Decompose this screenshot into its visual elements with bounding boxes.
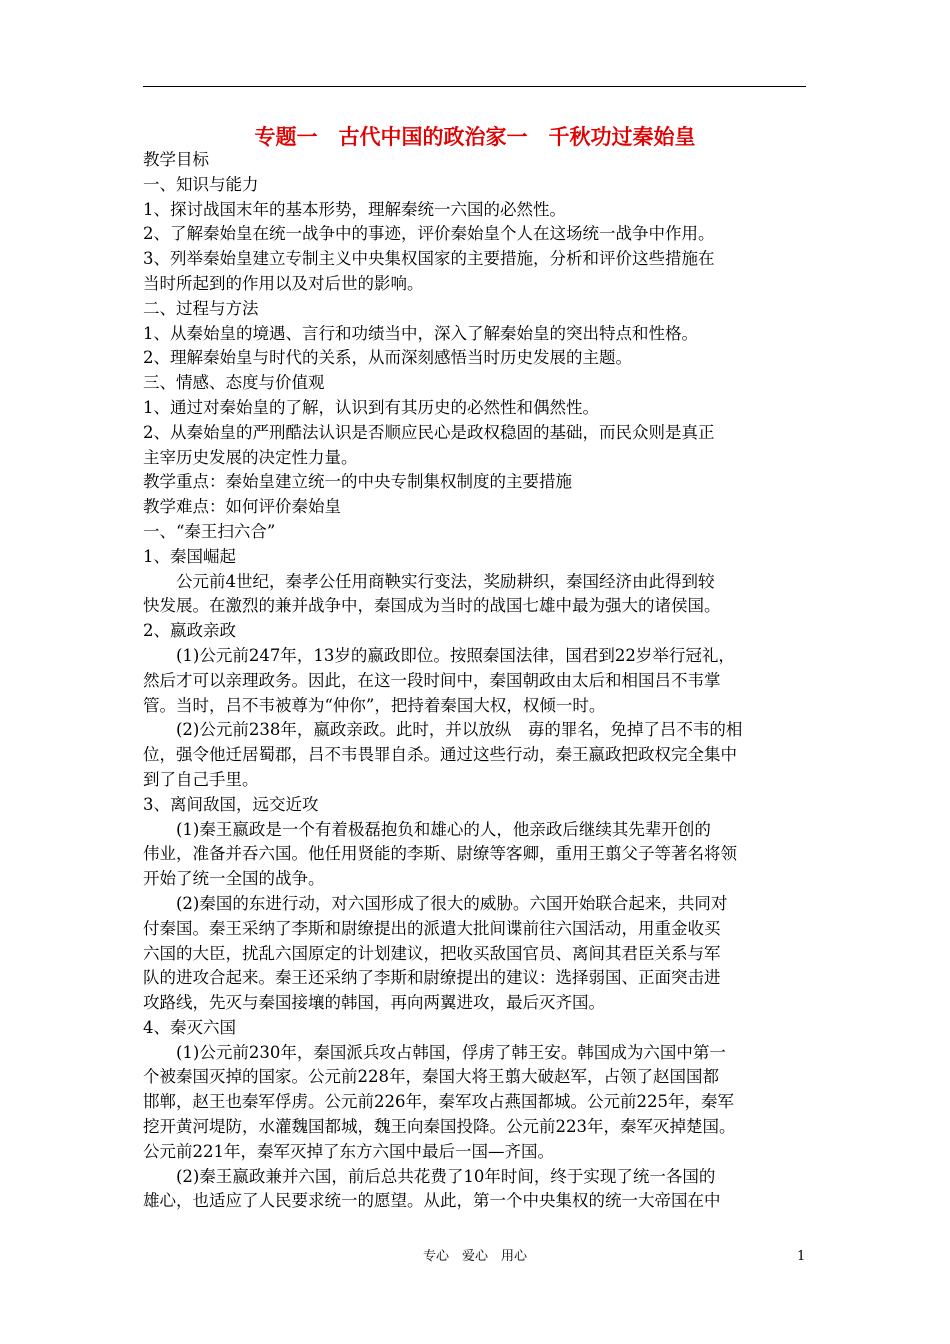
text-line: 1、通过对秦始皇的了解，认识到有其历史的必然性和偶然性。 xyxy=(143,397,599,417)
text-line: (1)公元前247年，13岁的嬴政即位。按照秦国法律，国君到22岁举行冠礼， xyxy=(143,645,735,665)
text-line: 伟业，准备并吞六国。他任用贤能的李斯、尉缭等客卿，重用王翦父子等著名将领 xyxy=(143,844,737,864)
text-line: 教学重点：秦始皇建立统一的中央专制集权制度的主要措施 xyxy=(143,472,572,492)
text-line: 队的进攻合起来。秦王还采纳了李斯和尉缭提出的建议：选择弱国、正面突击进 xyxy=(143,968,721,988)
text-line: 教学目标 xyxy=(143,150,209,169)
document-title: 专题一 古代中国的政治家一 千秋功过秦始皇 xyxy=(254,124,696,149)
header-rule xyxy=(143,86,806,87)
text-line: 邯郸，赵王也秦军俘虏。公元前226年，秦军攻占燕国都城。公元前225年，秦军 xyxy=(143,1092,734,1112)
text-line: 1、探讨战国末年的基本形势，理解秦统一六国的必然性。 xyxy=(143,199,566,219)
text-line: 3、离间敌国，远交近攻 xyxy=(143,794,319,814)
text-line: 公元前221年，秦军灭掉了东方六国中最后一国—齐国。 xyxy=(143,1141,554,1161)
text-line: (1)公元前230年，秦国派兵攻占韩国，俘虏了韩王安。韩国成为六国中第一 xyxy=(143,1042,726,1062)
text-line: 4、秦灭六国 xyxy=(143,1017,236,1037)
text-line: 然后才可以亲理政务。因此，在这一段时间中，秦国朝政由太后和相国吕不韦掌 xyxy=(143,670,721,690)
text-line: (2)秦国的东进行动，对六国形成了很大的威胁。六国开始联合起来，共同对 xyxy=(143,893,728,913)
text-line: 六国的大臣，扰乱六国原定的计划建议，把收买敌国官员、离间其君臣关系与军 xyxy=(143,943,721,963)
text-line: 管。当时，吕不韦被尊为“仲你”，把持着秦国大权，权倾一时。 xyxy=(143,695,606,715)
text-line: 位，强令他迁居蜀郡，吕不韦畏罪自杀。通过这些行动，秦王嬴政把政权完全集中 xyxy=(143,745,737,765)
text-line: 公元前4世纪，秦孝公任用商鞅实行变法，奖励耕织，秦国经济由此得到较 xyxy=(143,571,715,591)
text-line: 2、嬴政亲政 xyxy=(143,621,236,641)
text-line: 攻路线，先灭与秦国接壤的韩国，再向两翼进攻，最后灭齐国。 xyxy=(143,993,605,1013)
text-line: 一、“秦王扫六合” xyxy=(143,521,276,541)
document-body xyxy=(143,148,811,1214)
text-line: 二、过程与方法 xyxy=(143,298,259,318)
text-line: 开始了统一全国的战争。 xyxy=(143,869,325,889)
text-line: 三、情感、态度与价值观 xyxy=(143,373,325,393)
text-line: 个被秦国灭掉的国家。公元前228年，秦国大将王翦大破赵军，占领了赵国国都 xyxy=(143,1067,719,1087)
text-line: 主宰历史发展的决定性力量。 xyxy=(143,447,358,467)
text-line: 雄心，也适应了人民要求统一的愿望。从此，第一个中央集权的统一大帝国在中 xyxy=(143,1191,721,1211)
page-footer: 专心 爱心 用心 xyxy=(422,1249,527,1264)
text-line: 2、了解秦始皇在统一战争中的事迹，评价秦始皇个人在这场统一战争中作用。 xyxy=(143,224,715,244)
text-line: (1)秦王嬴政是一个有着极磊抱负和雄心的人，他亲政后继续其先辈开创的 xyxy=(143,819,711,839)
text-line: (2)秦王嬴政兼并六国，前后总共花费了10年时间，终于实现了统一各国的 xyxy=(143,1166,716,1186)
text-line: 教学难点：如何评价秦始皇 xyxy=(143,497,341,517)
text-line: 1、从秦始皇的境遇、言行和功绩当中，深入了解秦始皇的突出特点和性格。 xyxy=(143,323,698,343)
text-line: 付秦国。秦王采纳了李斯和尉缭提出的派遣大批间谍前往六国活动，用重金收买 xyxy=(143,918,721,938)
text-line: 一、知识与能力 xyxy=(143,174,259,194)
text-line: 当时所起到的作用以及对后世的影响。 xyxy=(143,273,424,293)
text-line: 快发展。在激烈的兼并战争中，秦国成为当时的战国七雄中最为强大的诸侯国。 xyxy=(143,596,721,616)
text-line: 挖开黄河堤防，水灌魏国都城，魏王向秦国投降。公元前223年，秦军灭掉楚国。 xyxy=(143,1117,736,1137)
text-line: 3、列举秦始皇建立专制主义中央集权国家的主要措施，分析和评价这些措施在 xyxy=(143,249,715,269)
text-line: 到了自己手里。 xyxy=(143,769,259,789)
text-line: 2、理解秦始皇与时代的关系，从而深刻感悟当时历史发展的主题。 xyxy=(143,348,632,368)
text-line: 1、秦国崛起 xyxy=(143,546,236,566)
text-line: (2)公元前238年，嬴政亲政。此时，并以放纵 毐的罪名，免掉了吕不韦的相 xyxy=(143,720,743,740)
text-line: 2、从秦始皇的严刑酷法认识是否顺应民心是政权稳固的基础，而民众则是真正 xyxy=(143,422,715,442)
page-number: 1 xyxy=(797,1249,806,1264)
